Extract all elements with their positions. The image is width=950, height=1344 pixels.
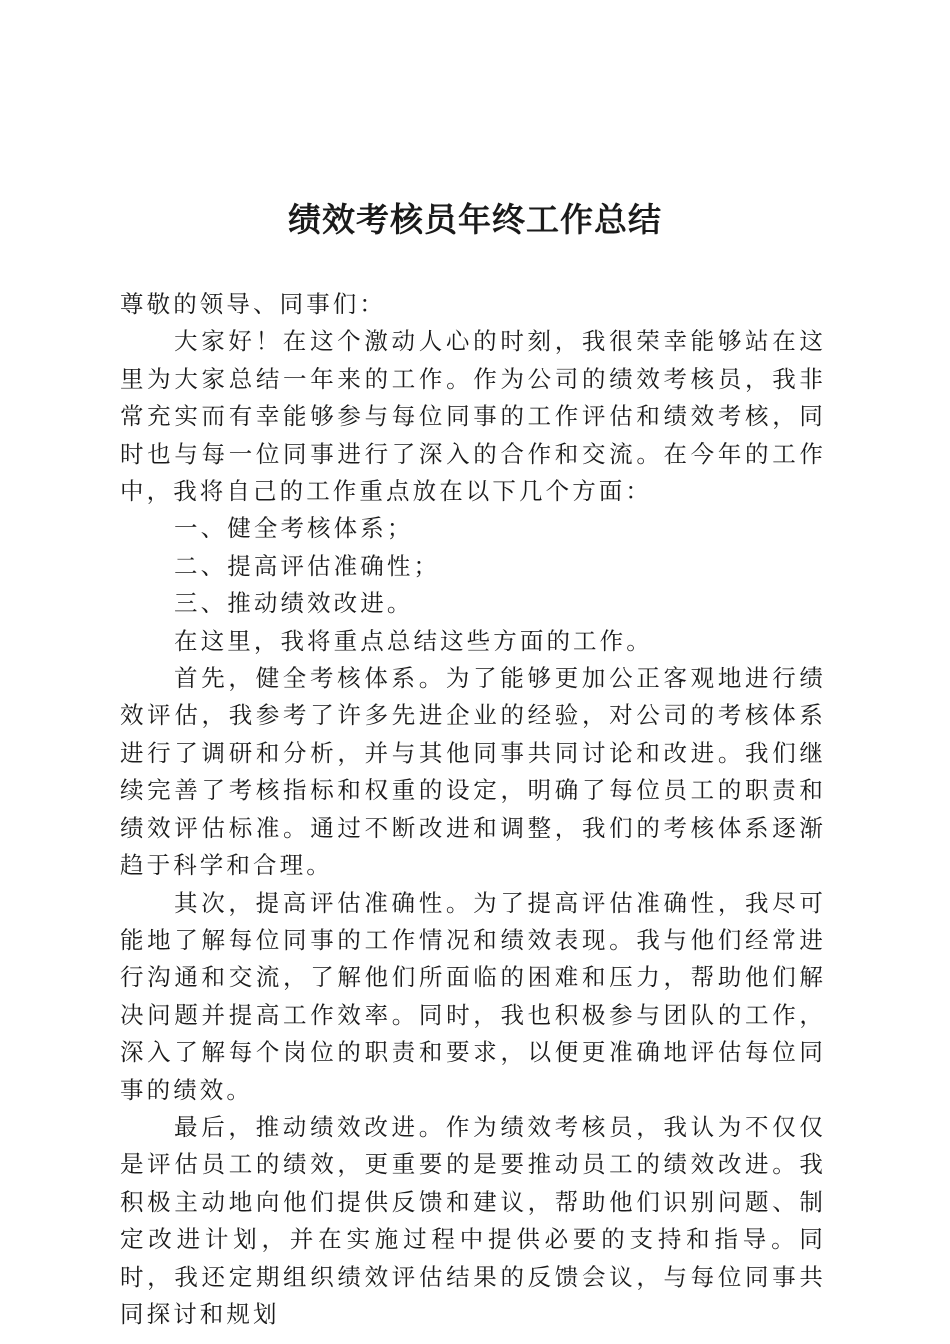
paragraph-first-point: 首先，健全考核体系。为了能够更加公正客观地进行绩效评估，我参考了许多先进企业的经验，对公司的考核体系进行了调研和分析，并与其他同事共同讨论和改进。我们继续完善了考核指标和权重的设定，明确了每位员工的职责和绩效评估标准。通过不断改进和调整，我们的考核体系逐渐趋于科学和合理。: [120, 664, 826, 880]
paragraph-intro: 大家好！在这个激动人心的时刻，我很荣幸能够站在这里为大家总结一年来的工作。作为公司的绩效考核员，我非常充实而有幸能够参与每位同事的工作评估和绩效考核，同时也与每一位同事进行了深入的合作和交流。在今年的工作中，我将自己的工作重点放在以下几个方面：: [120, 327, 826, 506]
list-item-3: 三、推动绩效改进。: [174, 589, 414, 618]
list-item-2: 二、提高评估准确性；: [174, 551, 441, 580]
paragraph-transition: 在这里，我将重点总结这些方面的工作。: [174, 626, 653, 655]
document-body: [120, 286, 826, 1333]
paragraph-second-point: 其次，提高评估准确性。为了提高评估准确性，我尽可能地了解每位同事的工作情况和绩效表现。我与他们经常进行沟通和交流，了解他们所面临的困难和压力，帮助他们解决问题并提高工作效率。同时，我也积极参与团队的工作，深入了解每个岗位的职责和要求，以便更准确地评估每位同事的绩效。: [120, 888, 826, 1104]
salutation: 尊敬的领导、同事们：: [120, 290, 386, 318]
list-item-1: 一、健全考核体系；: [174, 514, 414, 543]
document-title: 绩效考核员年终工作总结: [288, 200, 662, 239]
paragraph-third-point: 最后，推动绩效改进。作为绩效考核员，我认为不仅仅是评估员工的绩效，更重要的是要推动员工的绩效改进。我积极主动地向他们提供反馈和建议，帮助他们识别问题、制定改进计划，并在实施过程中提供必要的支持和指导。同时，我还定期组织绩效评估结果的反馈会议，与每位同事共同探讨和规划: [120, 1112, 826, 1328]
